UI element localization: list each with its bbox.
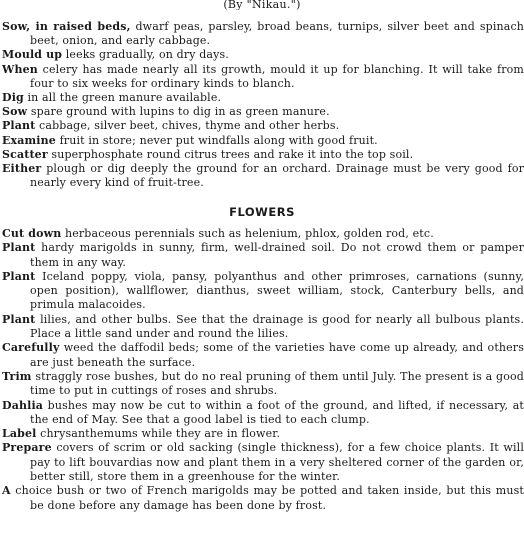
instruction-item	[0, 484, 524, 513]
instruction-text: herbaceous perennials such as helenium, phlox, golden rod, etc.	[61, 227, 434, 240]
instruction-lead: Plant	[2, 269, 36, 283]
instruction-text: cabbage, silver beet, chives, thyme and other herbs.	[35, 119, 340, 133]
instruction-item	[0, 162, 524, 190]
instruction-text: straggly rose bushes, but do no real pruning of them until July. The present is a good time to put in cuttings of roses and shrubs.	[30, 369, 524, 398]
instruction-item	[0, 20, 524, 48]
flower-instructions	[0, 227, 524, 513]
instruction-item	[0, 270, 524, 313]
instruction-item	[0, 91, 524, 105]
instruction-text: fruit in store; never put windfalls along with good fruit.	[55, 133, 378, 147]
instruction-lead: Examine	[2, 133, 56, 147]
instruction-text: in all the green manure available.	[23, 91, 222, 105]
instruction-text: hardy marigolds in sunny, firm, well-drained soil. Do not crowd them or pamper them in any way.	[30, 241, 524, 269]
instruction-lead: Sow, in raised beds,	[2, 20, 131, 33]
instruction-item	[0, 148, 524, 162]
instruction-lead: When	[2, 62, 38, 76]
instruction-item	[0, 427, 524, 441]
instruction-text: covers of scrim or old sacking (single thickness), for a few choice plants. It will pay to lift bouvardias now and plant them in a very sheltered corner of the garden or, better still, store them in a greenhouse for the winter.	[30, 441, 524, 484]
instruction-lead: Cut down	[2, 227, 62, 240]
instruction-text: choice bush or two of French marigolds may be potted and taken inside, but this must be done before any damage has been done by frost.	[10, 484, 524, 512]
instruction-text: weed the daffodil beds; some of the varieties have come up already, and others are just beneath the surface.	[30, 341, 524, 369]
instruction-text: bushes may now be cut to within a foot of the ground, and lifted, if necessary, at the end of May. See that a good label is tied to each clump.	[30, 398, 524, 426]
instruction-text: dwarf peas, parsley, broad beans, turnips, silver beet and spinach beet, onion, and early cabbage.	[30, 20, 524, 48]
instruction-item	[0, 241, 524, 270]
instruction-item	[0, 134, 524, 148]
instruction-lead: Carefully	[2, 341, 60, 355]
instruction-text: spare ground with lupins to dig in as green manure.	[27, 105, 330, 119]
instruction-item	[0, 441, 524, 484]
instruction-lead: Plant	[2, 241, 36, 255]
instruction-lead: Dahlia	[2, 398, 44, 412]
instruction-item	[0, 370, 524, 399]
instruction-item	[0, 105, 524, 119]
instruction-lead: Either	[2, 162, 42, 176]
instruction-item	[0, 399, 524, 428]
instruction-lead: Plant	[2, 312, 36, 326]
instruction-text: plough or dig deeply the ground for an orchard. Drainage must be very good for nearly every kind of fruit-tree.	[30, 162, 524, 190]
instruction-lead: Mould up	[2, 48, 63, 62]
flowers-heading: FLOWERS	[229, 205, 295, 219]
instruction-item	[0, 63, 524, 91]
instruction-lead: Prepare	[2, 441, 52, 455]
vegetable-instructions	[0, 20, 524, 190]
instruction-item	[0, 341, 524, 370]
instruction-item	[0, 48, 524, 62]
instruction-text: leeks gradually, on dry days.	[62, 48, 229, 62]
instruction-item	[0, 313, 524, 342]
instruction-lead: Sow	[2, 105, 28, 119]
instruction-lead: Plant	[2, 119, 36, 133]
instruction-lead: Dig	[2, 91, 24, 105]
instruction-lead: Trim	[2, 369, 32, 383]
instruction-lead: Label	[2, 427, 37, 441]
instruction-lead: A	[2, 484, 11, 498]
instruction-item	[0, 119, 524, 133]
instruction-lead: Scatter	[2, 147, 48, 161]
instruction-item	[0, 227, 524, 241]
instruction-text: chrysanthemums while they are in flower.	[36, 427, 281, 441]
byline: (By "Nikau.")	[223, 0, 301, 10]
instruction-text: lilies, and other bulbs. See that the drainage is good for nearly all bulbous plants. Place a little sand under and round the lilies.	[30, 312, 524, 341]
instruction-text: superphosphate round citrus trees and rake it into the top soil.	[47, 147, 414, 161]
instruction-text: Iceland poppy, viola, pansy, polyanthus and other primroses, carnations (sunny, open position), wallflower, dianthus, sweet william, stock, Canterbury bells, and primula malacoides.	[30, 269, 524, 312]
instruction-text: celery has made nearly all its growth, mould it up for blanching. It will take from four to six weeks for ordinary kinds to blanch.	[30, 62, 524, 90]
